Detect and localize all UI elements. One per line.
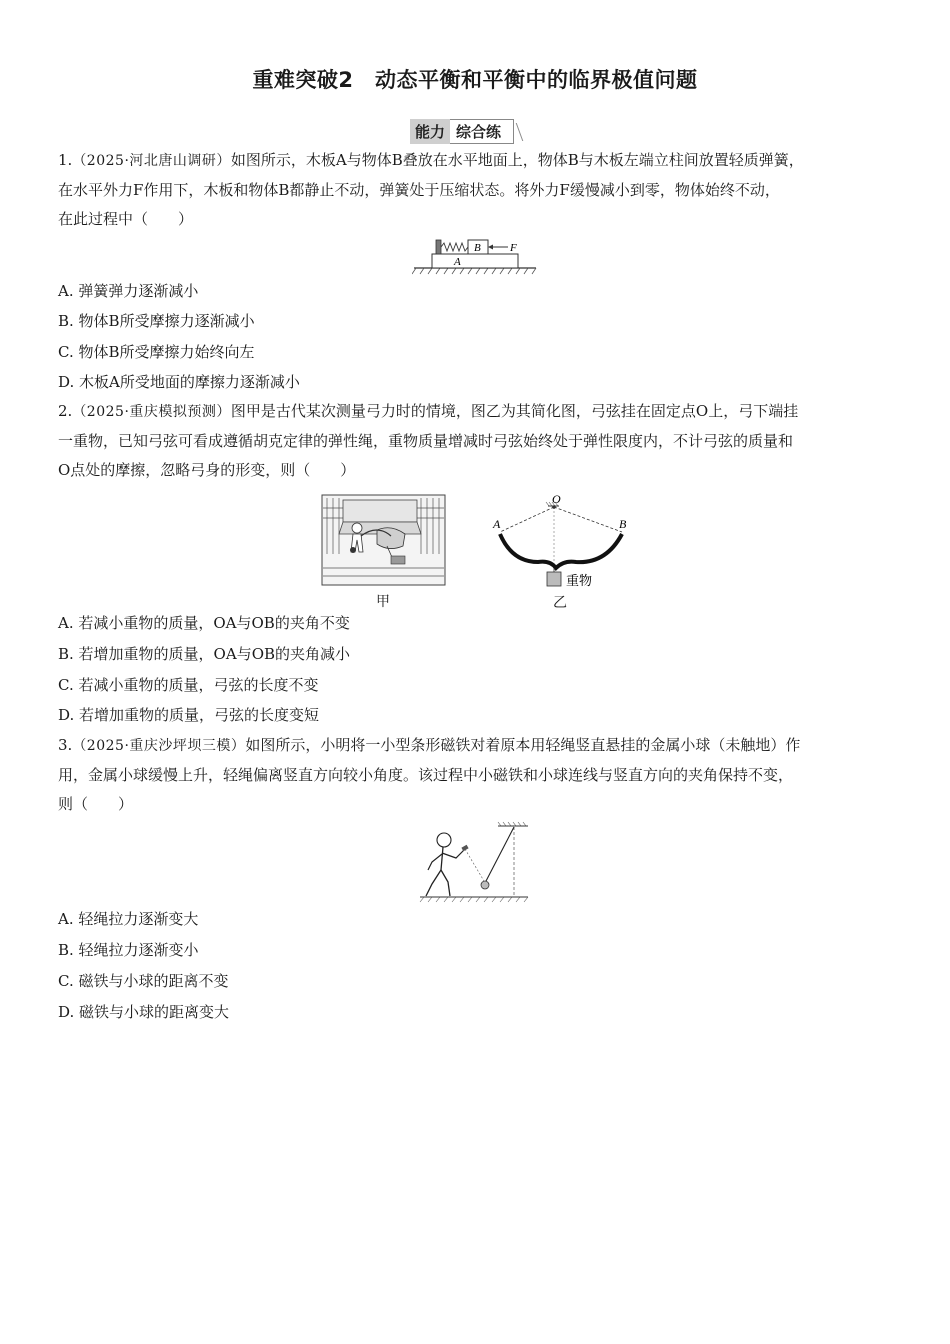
question-2-option-d[interactable]: D. 若增加重物的质量，弓弦的长度变短 bbox=[58, 706, 320, 724]
badge-right: 综合练 bbox=[450, 119, 514, 144]
label-b: B bbox=[474, 242, 481, 254]
ancient-bow-illustration bbox=[321, 494, 446, 586]
question-3-line-3: 则（ ） bbox=[58, 795, 134, 813]
caption-yi: 乙 bbox=[553, 595, 567, 611]
question-3-option-d[interactable]: D. 磁铁与小球的距离变大 bbox=[58, 1003, 230, 1021]
label-a-bow: A bbox=[493, 517, 501, 531]
caption-jia: 甲 bbox=[376, 594, 390, 610]
question-3-source: （2025·重庆沙坪坝三模） bbox=[72, 738, 246, 754]
question-2-stem bbox=[58, 397, 894, 485]
question-1-line-1: 1.（2025·河北唐山调研）如图所示，木板A与物体B叠放在水平地面上，物体B与木板左端立柱间放置轻质弹簧， bbox=[58, 151, 804, 169]
question-2-source: （2025·重庆模拟预测） bbox=[72, 404, 231, 420]
page-title: 重难突破2 动态平衡和平衡中的临界极值问题 bbox=[252, 68, 698, 92]
question-3-stem bbox=[58, 731, 894, 819]
section-badge bbox=[410, 118, 514, 144]
question-2-option-b[interactable]: B. 若增加重物的质量，OA与OB的夹角减小 bbox=[58, 645, 351, 663]
question-3-option-a[interactable]: A. 轻绳拉力逐渐变大 bbox=[58, 910, 199, 928]
question-1-source: （2025·河北唐山调研） bbox=[72, 153, 231, 169]
magnet-ball-figure bbox=[418, 820, 530, 904]
question-2-option-c[interactable]: C. 若减小重物的质量，弓弦的长度不变 bbox=[58, 676, 319, 694]
question-1-option-c[interactable]: C. 物体B所受摩擦力始终向左 bbox=[58, 343, 255, 361]
spring-block-figure bbox=[412, 236, 540, 278]
label-f: F bbox=[510, 242, 517, 254]
bow-string-diagram bbox=[490, 492, 635, 590]
question-1-line-2: 在水平外力F作用下，木板和物体B都静止不动，弹簧处于压缩状态。将外力F缓慢减小到零，物体始终不动， bbox=[58, 181, 780, 199]
label-o: O bbox=[552, 492, 561, 506]
question-1-option-d[interactable]: D. 木板A所受地面的摩擦力逐渐减小 bbox=[58, 373, 300, 391]
question-2-line-3: O点处的摩擦，忽略弓身的形变，则（ ） bbox=[58, 461, 356, 479]
question-1-stem bbox=[58, 146, 894, 234]
label-b-bow: B bbox=[619, 517, 627, 531]
question-1-option-a[interactable]: A. 弹簧弹力逐渐减小 bbox=[58, 282, 199, 300]
label-weight: 重物 bbox=[566, 574, 593, 589]
question-1-line-3: 在此过程中（ ） bbox=[58, 210, 194, 228]
question-2-option-a[interactable]: A. 若减小重物的质量，OA与OB的夹角不变 bbox=[58, 614, 350, 632]
question-3-line-1: 3.（2025·重庆沙坪坝三模）如图所示，小明将一小型条形磁铁对着原本用轻绳竖直悬挂的金属小球（未触地）作 bbox=[58, 736, 801, 754]
label-a: A bbox=[454, 256, 461, 268]
question-2-line-1: 2.（2025·重庆模拟预测）图甲是古代某次测量弓力时的情境，图乙为其简化图，弓弦挂在固定点O上，弓下端挂 bbox=[58, 402, 799, 420]
question-3-line-2: 用，金属小球缓慢上升，轻绳偏离竖直方向较小角度。该过程中小磁铁和小球连线与竖直方向的夹角保持不变， bbox=[58, 766, 794, 784]
badge-left: 能力 bbox=[410, 119, 450, 144]
question-2-line-2: 一重物，已知弓弦可看成遵循胡克定律的弹性绳，重物质量增减时弓弦始终处于弹性限度内，不计弓弦的质量和 bbox=[58, 432, 794, 450]
question-3-option-b[interactable]: B. 轻绳拉力逐渐变小 bbox=[58, 941, 199, 959]
question-3-option-c[interactable]: C. 磁铁与小球的距离不变 bbox=[58, 972, 229, 990]
question-1-option-b[interactable]: B. 物体B所受摩擦力逐渐减小 bbox=[58, 312, 255, 330]
